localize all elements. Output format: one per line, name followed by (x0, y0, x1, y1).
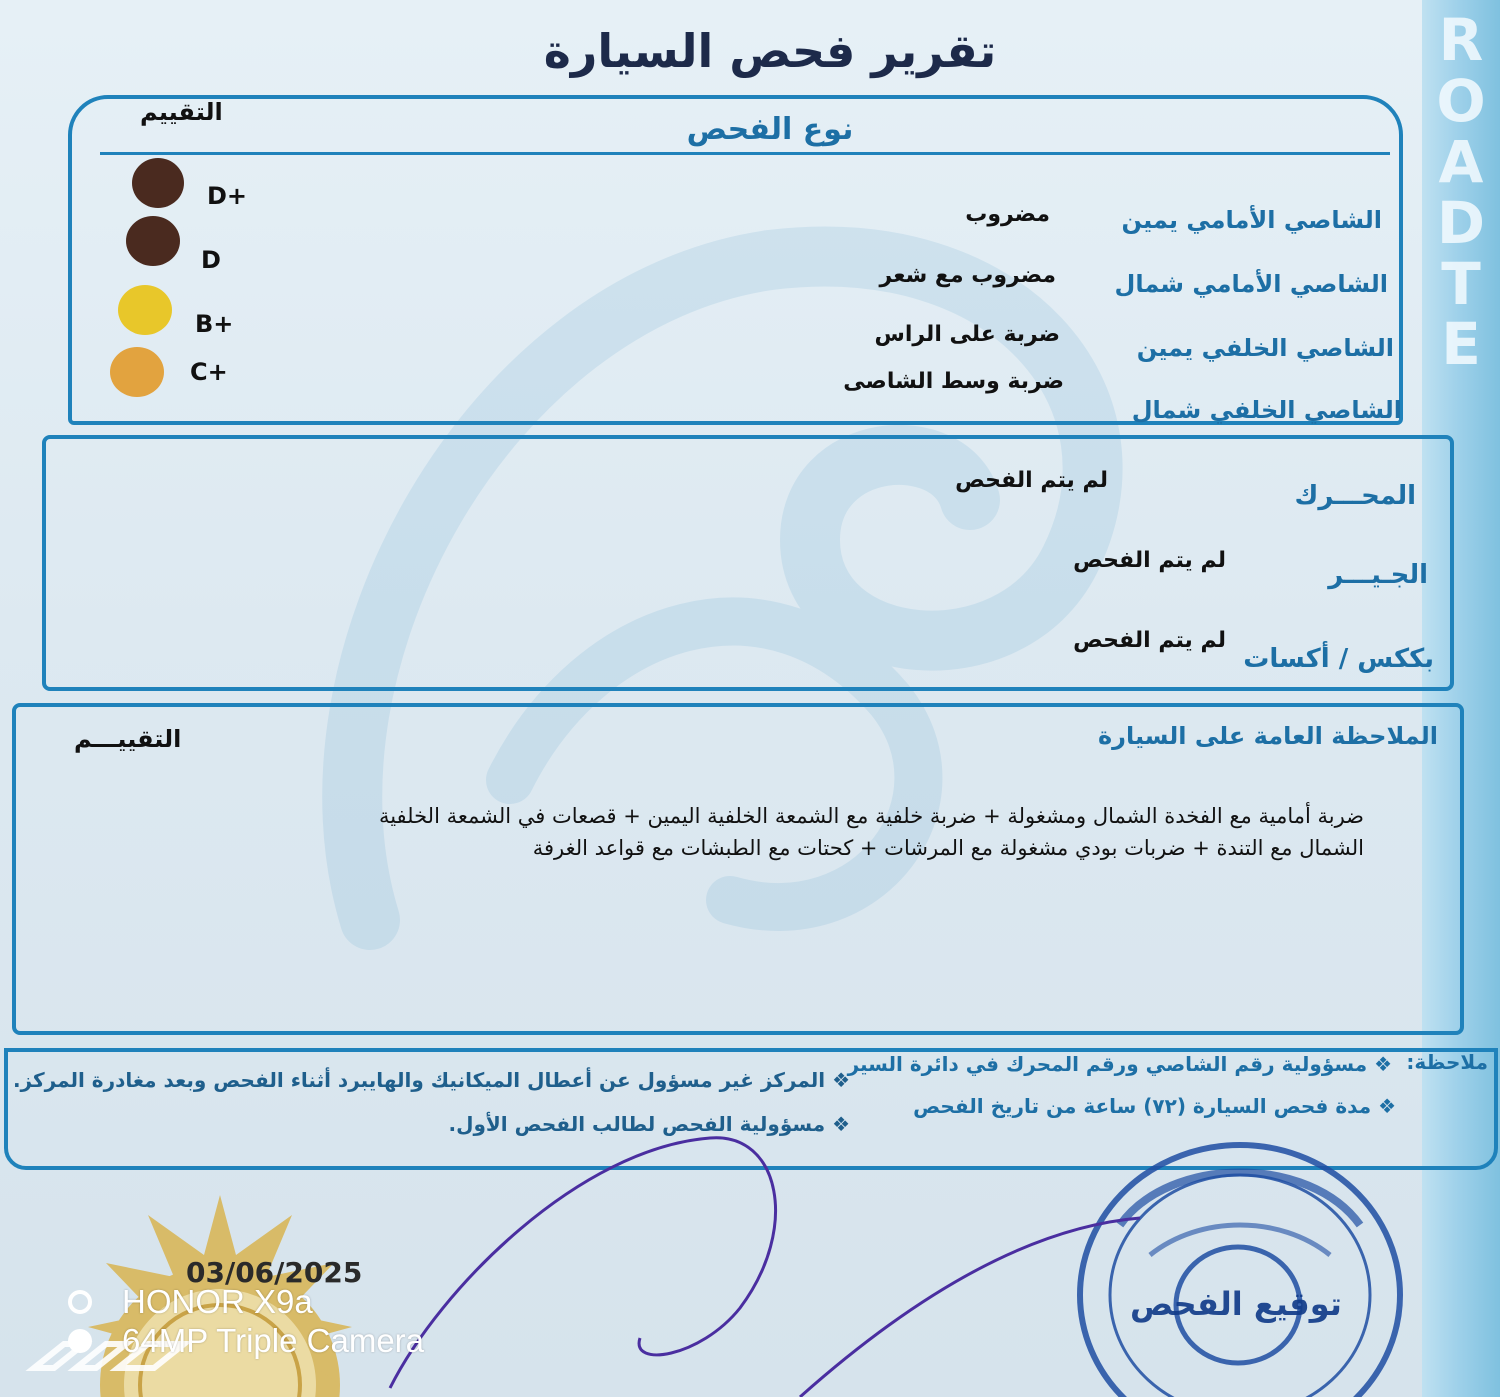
grade-swatch-b-plus (118, 285, 172, 335)
camera-watermark-row-1 (68, 1283, 424, 1322)
footer-note-item-2: ❖ مدة فحص السيارة (٧٢) ساعة من تاريخ الفحص (913, 1094, 1396, 1118)
general-note-rating-label: التقييـــم (74, 725, 182, 753)
engine-label: المحـــرك (1294, 481, 1416, 511)
axles-value: لم يتم الفحص (1073, 628, 1226, 653)
general-note-text (304, 800, 1364, 864)
grade-swatch-d (126, 216, 180, 266)
grade-label-d: D (201, 246, 221, 274)
camera-watermark-row-2 (68, 1322, 424, 1361)
inspection-type-label: نوع الفحص (686, 112, 854, 147)
camera-dot-icon (68, 1329, 92, 1353)
mechanical-section (42, 435, 1454, 691)
chassis-rear-right-label: الشاصي الخلفي يمين (1136, 334, 1394, 362)
camera-model-text: HONOR X9a (122, 1283, 313, 1320)
general-note-title: الملاحظة العامة على السيارة (1098, 722, 1438, 750)
footer-note-prefix: ملاحظة: (1406, 1050, 1488, 1074)
inspection-date: 03/06/2025 (186, 1256, 363, 1289)
grade-swatch-c-plus (110, 347, 164, 397)
chassis-rear-left-value: ضربة وسط الشاصى (843, 369, 1064, 394)
axles-label: بككس / أكسات (1243, 644, 1434, 674)
gearbox-label: الجـيـــر (1328, 560, 1428, 590)
side-brand-strip (1422, 0, 1500, 1397)
chassis-rear-left-label: الشاصي الخلفي شمال (1131, 396, 1402, 424)
chassis-rear-right-value: ضربة على الراس (874, 322, 1060, 347)
stamp-signature-label: توقيع الفحص (1130, 1285, 1342, 1323)
page-title: تقرير فحص السيارة (543, 24, 997, 78)
chassis-front-right-value: مضروب (965, 202, 1050, 227)
grade-label-c-plus: C+ (190, 358, 228, 386)
footer-note-item-1: ❖ مسؤولية رقم الشاصي ورقم المحرك في دائرة السير (847, 1052, 1392, 1076)
side-brand-decoration: ROAD TE (1436, 6, 1486, 379)
engine-value: لم يتم الفحص (955, 468, 1108, 493)
camera-spec-text: 64MP Triple Camera (122, 1321, 425, 1359)
general-note-section (12, 703, 1464, 1035)
general-note-line-2: الشمال مع التندة + ضربات بودي مشغولة مع المرشات + كحتات مع الطبشات مع قواعد الغرفة (532, 836, 1364, 860)
chassis-front-left-value: مضروب مع شعر (879, 263, 1056, 288)
camera-ring-icon (68, 1290, 92, 1314)
chassis-front-right-label: الشاصي الأمامي يمين (1121, 206, 1382, 234)
center-stamp (1060, 1115, 1420, 1397)
gearbox-value: لم يتم الفحص (1073, 548, 1226, 573)
chassis-front-left-label: الشاصي الأمامي شمال (1114, 270, 1388, 298)
rating-label-top: التقييم (140, 98, 223, 126)
grade-label-d-plus: D+ (207, 182, 248, 210)
footer-note-item-4: ❖ مسؤولية الفحص لطالب الفحص الأول. (448, 1112, 850, 1136)
footer-note-item-3: ❖ المركز غير مسؤول عن أعطال الميكانيك والهايبرد أثناء الفحص وبعد مغادرة المركز. (12, 1068, 850, 1092)
general-note-line-1: ضربة أمامية مع الفخدة الشمال ومشغولة + ضربة خلفية مع الشمعة الخلفية اليمين + قصعات في الشمعة الخلفية (378, 804, 1364, 828)
grade-label-b-plus: B+ (195, 310, 234, 338)
camera-watermark (68, 1283, 424, 1361)
grade-swatch-d-plus (132, 158, 184, 208)
